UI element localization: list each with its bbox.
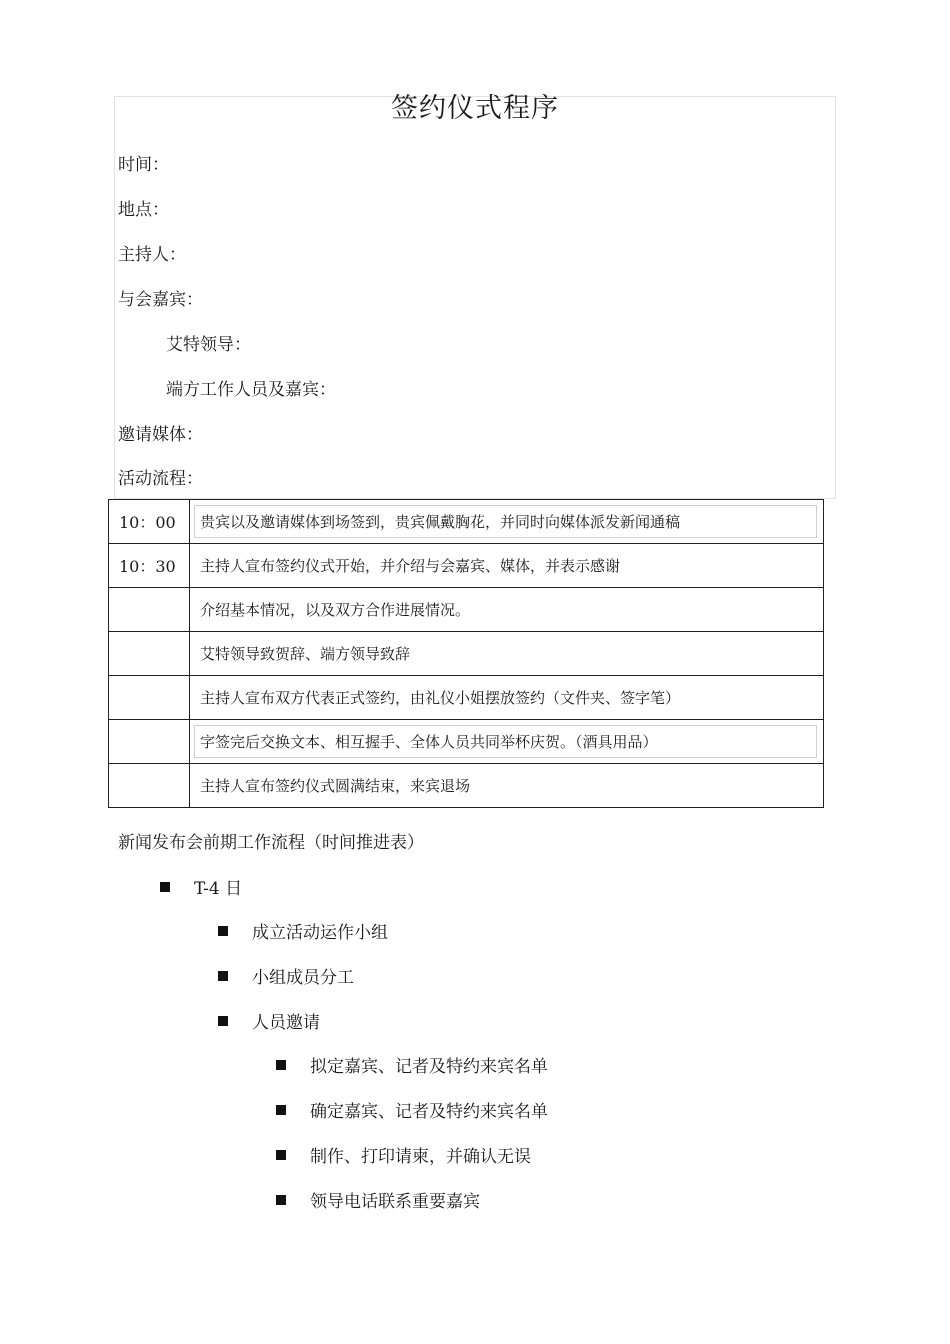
timeline-sub-item: 领导电话联系重要嘉宾 — [310, 1192, 480, 1212]
field-flow: 活动流程： — [118, 469, 203, 489]
timeline-day: T-4 日 — [194, 879, 243, 899]
timeline-item: 小组成员分工 — [252, 968, 354, 988]
square-bullet-icon — [160, 882, 170, 892]
square-bullet-icon — [218, 1016, 228, 1026]
section-title: 新闻发布会前期工作流程（时间推进表） — [118, 833, 424, 853]
table-row — [109, 500, 824, 544]
square-bullet-icon — [276, 1105, 286, 1115]
schedule-desc: 字签完后交换文本、相互握手、全体人员共同举杯庆贺。（酒具用品） — [194, 725, 817, 758]
field-guests-aite: 艾特领导： — [166, 335, 251, 355]
header-frame — [114, 96, 836, 499]
field-host: 主持人： — [118, 245, 186, 265]
timeline-item: 人员邀请 — [252, 1013, 320, 1033]
schedule-time — [109, 676, 190, 720]
list-item — [276, 1142, 531, 1167]
schedule-desc-cell — [190, 720, 824, 764]
square-bullet-icon — [218, 926, 228, 936]
schedule-desc: 主持人宣布签约仪式圆满结束，来宾退场 — [190, 764, 824, 808]
schedule-time: 10：30 — [109, 544, 190, 588]
list-item — [218, 1008, 320, 1033]
field-guests: 与会嘉宾： — [118, 290, 203, 310]
schedule-time — [109, 764, 190, 808]
table-row — [109, 764, 824, 808]
schedule-time — [109, 632, 190, 676]
table-row — [109, 588, 824, 632]
schedule-desc: 主持人宣布签约仪式开始，并介绍与会嘉宾、媒体，并表示感谢 — [190, 544, 824, 588]
list-item — [160, 874, 242, 899]
schedule-time: 10：00 — [109, 500, 190, 544]
field-time: 时间： — [118, 155, 169, 175]
field-guests-duan: 端方工作人员及嘉宾： — [166, 380, 336, 400]
schedule-desc: 贵宾以及邀请媒体到场签到，贵宾佩戴胸花，并同时向媒体派发新闻通稿 — [194, 505, 817, 538]
table-row — [109, 544, 824, 588]
schedule-desc: 主持人宣布双方代表正式签约，由礼仪小姐摆放签约（文件夹、签字笔） — [190, 676, 824, 720]
table-row — [109, 720, 824, 764]
field-place: 地点： — [118, 200, 169, 220]
table-row — [109, 632, 824, 676]
list-item — [218, 963, 354, 988]
timeline-sub-item: 拟定嘉宾、记者及特约来宾名单 — [310, 1057, 548, 1077]
schedule-desc-cell — [190, 500, 824, 544]
schedule-desc: 艾特领导致贺辞、端方领导致辞 — [190, 632, 824, 676]
table-row — [109, 676, 824, 720]
list-item — [276, 1052, 548, 1077]
square-bullet-icon — [276, 1060, 286, 1070]
timeline-sub-item: 确定嘉宾、记者及特约来宾名单 — [310, 1102, 548, 1122]
schedule-desc: 介绍基本情况，以及双方合作进展情况。 — [190, 588, 824, 632]
list-item — [218, 918, 388, 943]
timeline-sub-item: 制作、打印请柬，并确认无误 — [310, 1147, 531, 1167]
page-title: 签约仪式程序 — [391, 93, 559, 124]
timeline-item: 成立活动运作小组 — [252, 923, 388, 943]
schedule-time — [109, 720, 190, 764]
square-bullet-icon — [276, 1150, 286, 1160]
list-item — [276, 1097, 548, 1122]
list-item — [276, 1187, 480, 1212]
field-media: 邀请媒体： — [118, 425, 203, 445]
square-bullet-icon — [276, 1195, 286, 1205]
square-bullet-icon — [218, 971, 228, 981]
schedule-table — [108, 499, 824, 808]
schedule-time — [109, 588, 190, 632]
